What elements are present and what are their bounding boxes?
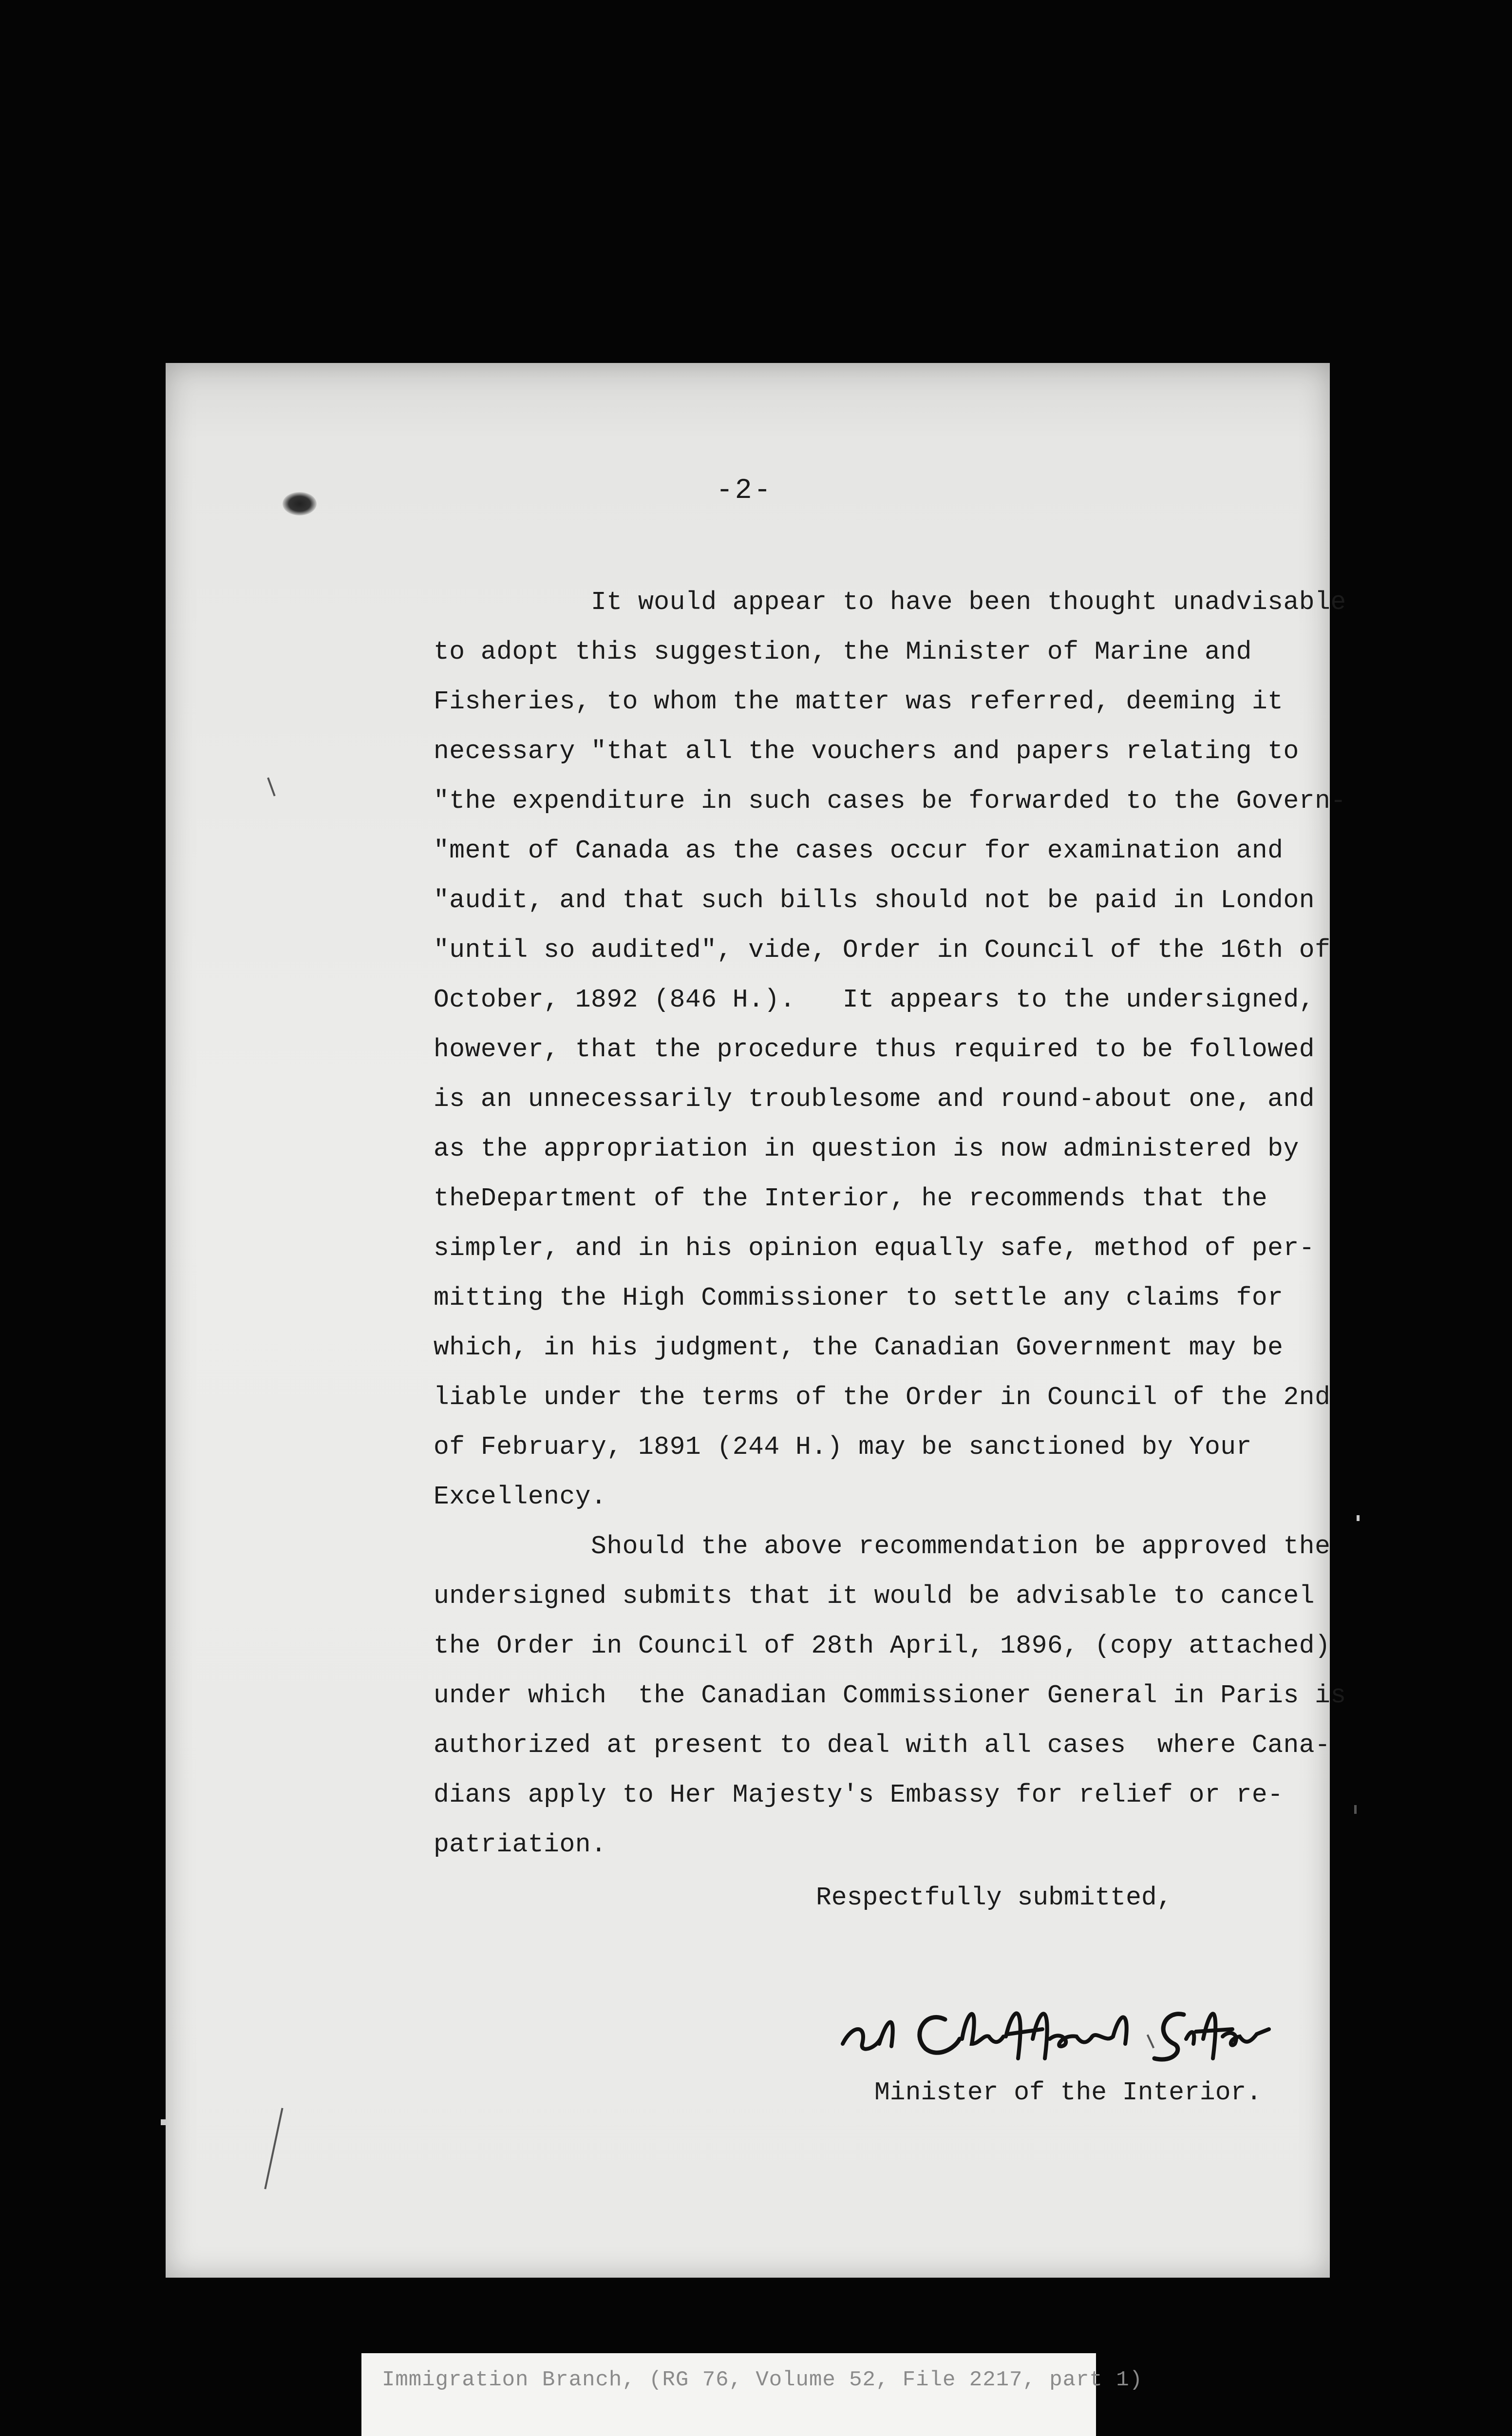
- body-line: liable under the terms of the Order in Council of the 2nd: [434, 1383, 1331, 1412]
- body-line: is an unnecessarily troublesome and round-about one, and: [434, 1085, 1315, 1114]
- body-line: of February, 1891 (244 H.) may be sanctioned by Your: [434, 1432, 1252, 1462]
- body-line: It would appear to have been thought unadvisable: [434, 588, 1346, 617]
- body-line: Should the above recommendation be approved the: [434, 1532, 1331, 1561]
- body-line: Excellency.: [434, 1482, 607, 1511]
- closing-phrase: Respectfully submitted,: [816, 1883, 1172, 1912]
- reference-slip: [361, 2353, 1143, 2436]
- reference-text: Immigration Branch, (RG 76, Volume 52, File 2217, part 1): [382, 2368, 1143, 2392]
- body-line: necessary "that all the vouchers and papers relating to: [434, 737, 1299, 766]
- ink-smudge: [283, 492, 317, 515]
- body-line: however, that the procedure thus required to be followed: [434, 1035, 1315, 1064]
- body-line: theDepartment of the Interior, he recommends that the: [434, 1184, 1268, 1213]
- body-line: to adopt this suggestion, the Minister of Marine and: [434, 637, 1252, 666]
- body-line: under which the Canadian Commissioner General in Paris is: [434, 1681, 1346, 1710]
- body-line: as the appropriation in question is now administered by: [434, 1134, 1299, 1163]
- body-line: "audit, and that such bills should not be paid in London: [434, 886, 1315, 915]
- body-line: "ment of Canada as the cases occur for examination and: [434, 836, 1284, 865]
- margin-mark: [1354, 1805, 1357, 1814]
- margin-mark: [264, 2108, 283, 2189]
- body-line: "the expenditure in such cases be forwarded to the Govern-: [434, 786, 1346, 816]
- typed-page: [166, 363, 1346, 2278]
- margin-mark: [161, 2119, 166, 2125]
- margin-mark: [1357, 1515, 1360, 1521]
- margin-mark: [267, 778, 275, 797]
- handwritten-signature: [833, 1990, 1271, 2068]
- body-line: undersigned submits that it would be advisable to cancel: [434, 1581, 1315, 1611]
- body-line: the Order in Council of 28th April, 1896, (copy attached): [434, 1631, 1331, 1660]
- body-line: which, in his judgment, the Canadian Government may be: [434, 1333, 1284, 1362]
- body-line: Fisheries, to whom the matter was referred, deeming it: [434, 687, 1284, 716]
- body-line: patriation.: [434, 1830, 607, 1859]
- signer-title: Minister of the Interior.: [874, 2078, 1262, 2107]
- body-line: October, 1892 (846 H.). It appears to the undersigned,: [434, 985, 1315, 1014]
- body-line: "until so audited", vide, Order in Council of the 16th of: [434, 935, 1331, 965]
- body-line: simpler, and in his opinion equally safe, method of per-: [434, 1234, 1315, 1263]
- body-line: dians apply to Her Majesty's Embassy for relief or re-: [434, 1780, 1284, 1809]
- body-line: mitting the High Commissioner to settle any claims for: [434, 1283, 1284, 1313]
- letter-body: [434, 577, 1346, 1869]
- body-line: authorized at present to deal with all cases where Cana-: [434, 1731, 1331, 1760]
- page-number: -2-: [716, 475, 773, 507]
